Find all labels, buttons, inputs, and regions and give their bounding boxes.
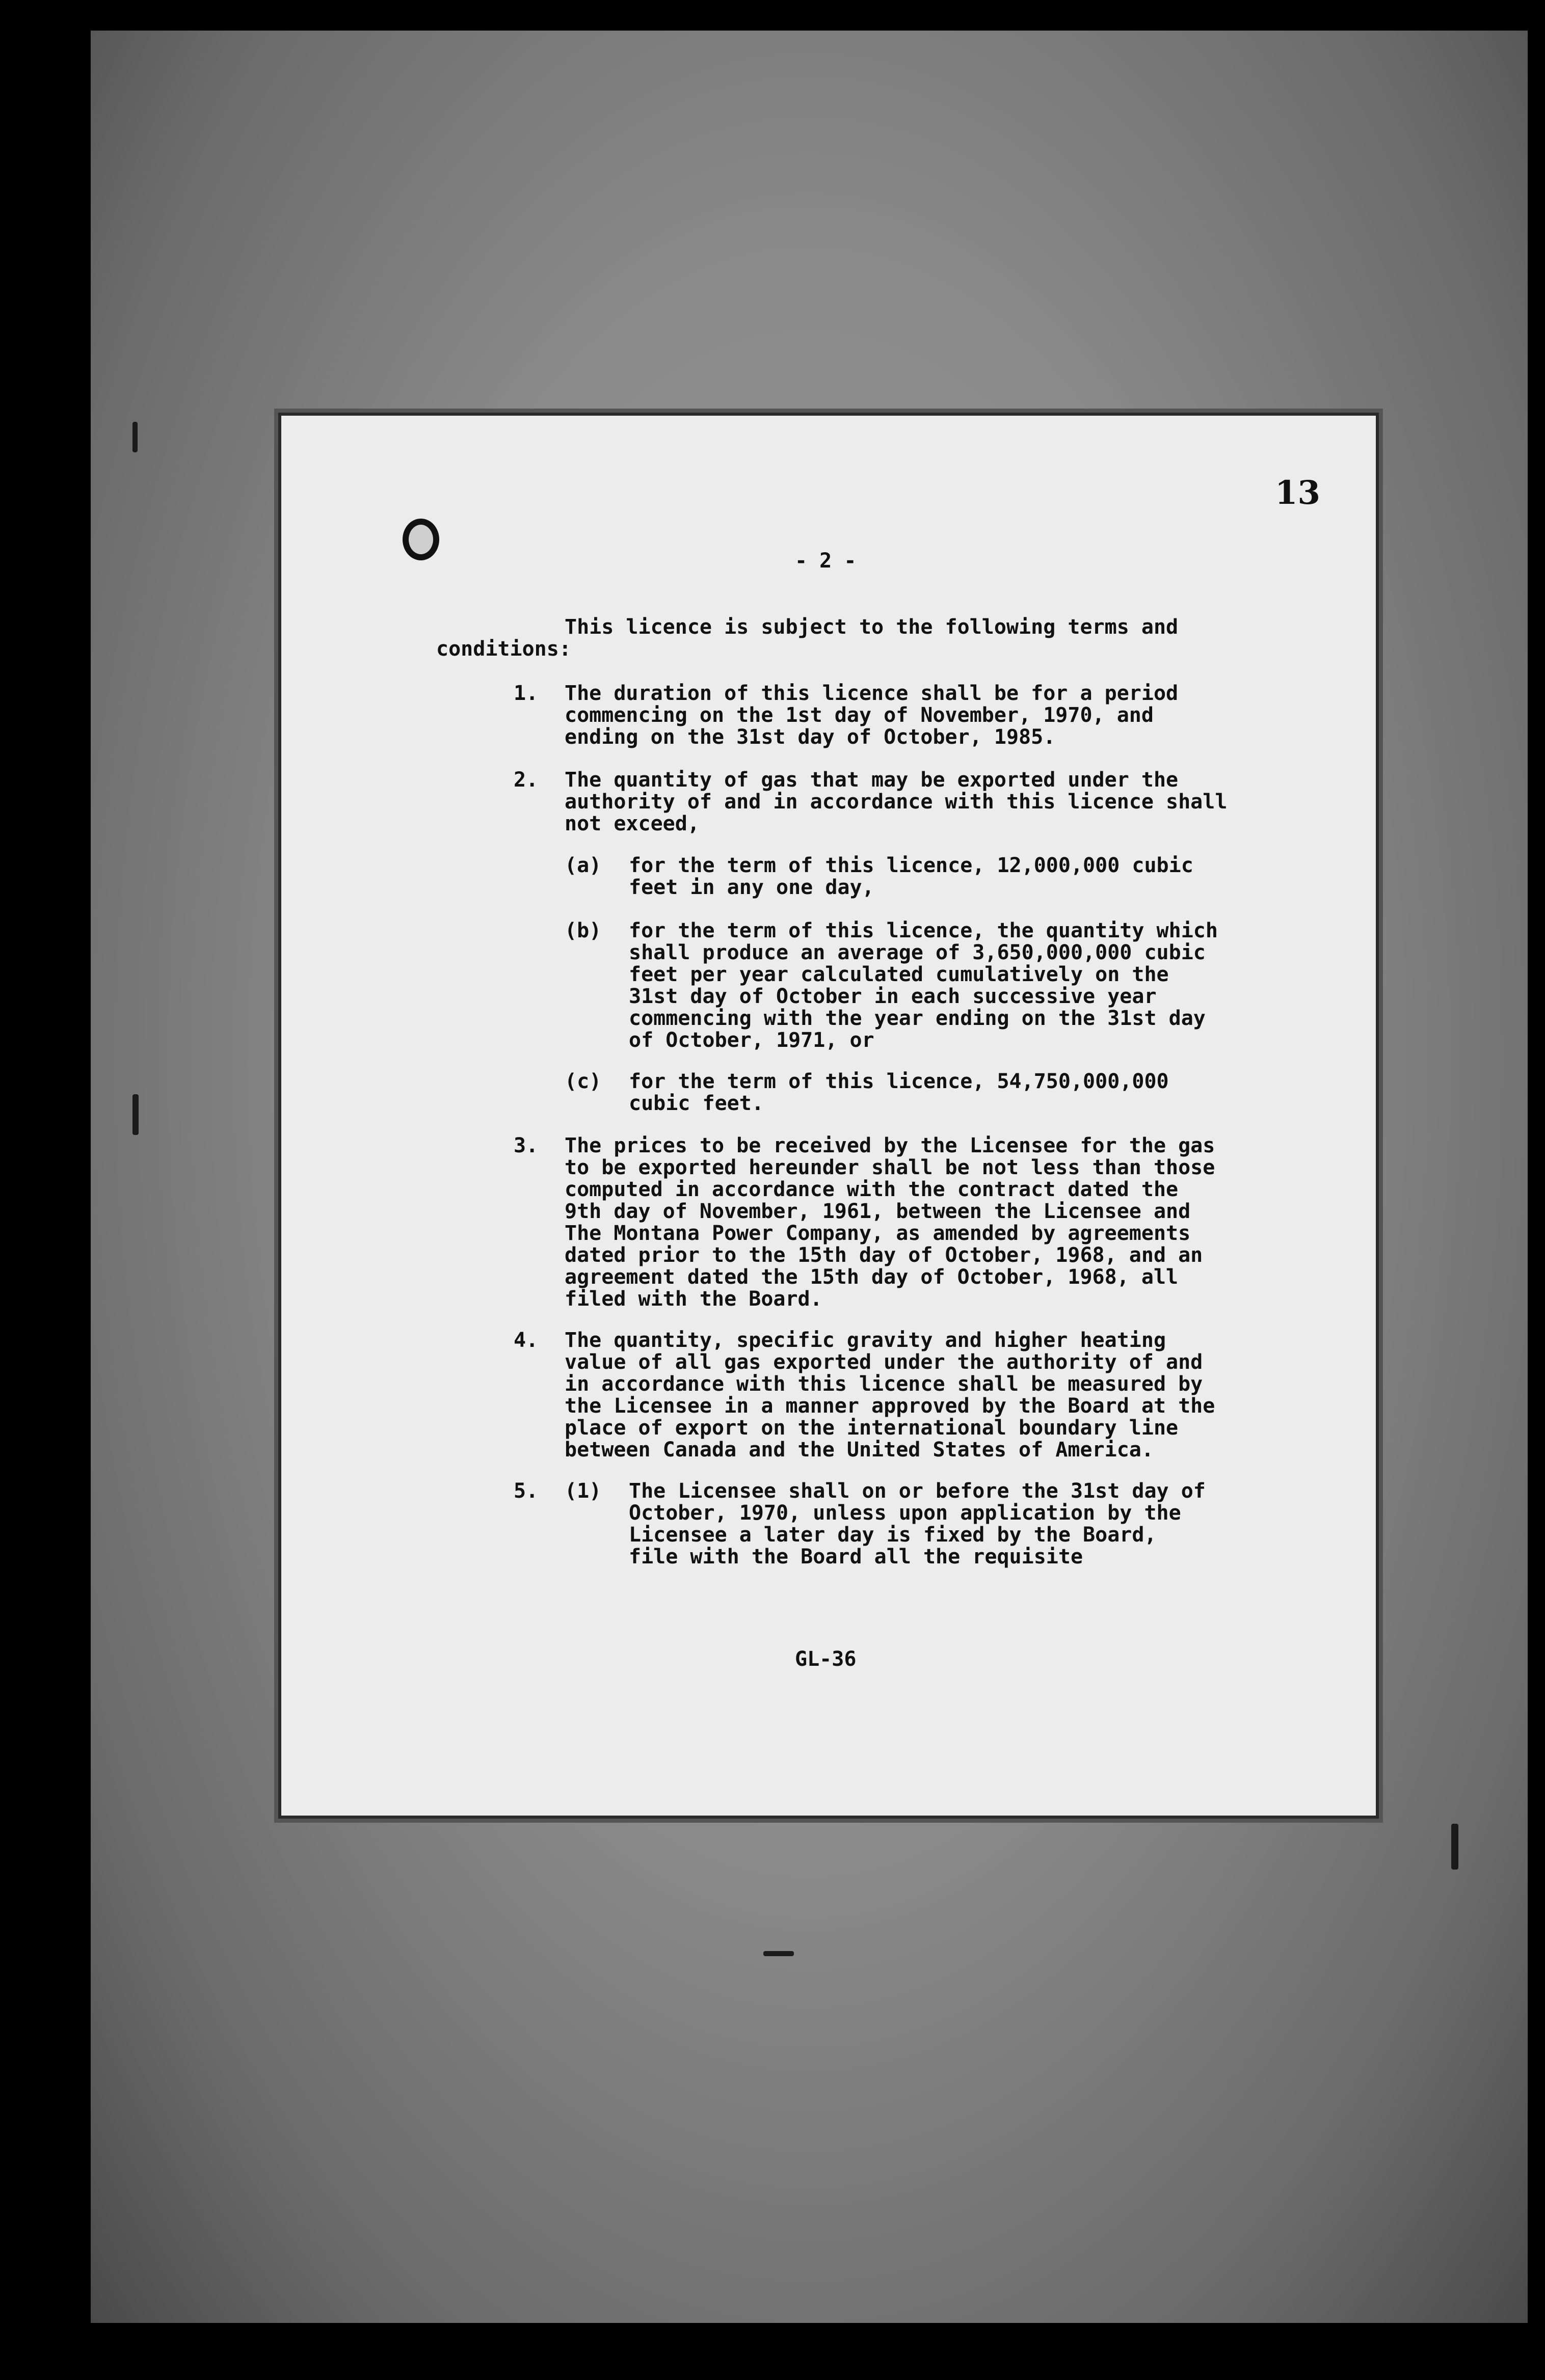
condition-line: The duration of this licence shall be for a period <box>565 682 1179 705</box>
subitem-line: for the term of this licence, 54,750,000,000 <box>629 1070 1169 1093</box>
subitem-label: (a) <box>565 854 602 877</box>
subitem-line: of October, 1971, or <box>629 1029 874 1052</box>
condition-line: commencing on the 1st day of November, 1970, and <box>565 704 1154 727</box>
condition-number: 3. <box>514 1134 539 1157</box>
condition-line: dated prior to the 15th day of October, 1968, and an <box>565 1243 1203 1267</box>
condition-line: file with the Board all the requisite <box>629 1545 1083 1568</box>
subitem-line: shall produce an average of 3,650,000,000 cubic <box>629 941 1206 964</box>
condition-line: October, 1970, unless upon application by the <box>629 1501 1181 1525</box>
page-number: - 2 - <box>795 549 857 573</box>
condition-line: ending on the 31st day of October, 1985. <box>565 725 1056 749</box>
film-mark <box>132 422 138 452</box>
punch-hole <box>403 519 439 560</box>
subitem-label: (c) <box>565 1070 602 1093</box>
film-mark <box>1451 1824 1458 1870</box>
condition-sublabel: (1) <box>565 1479 602 1503</box>
condition-line: The Montana Power Company, as amended by agreements <box>565 1222 1191 1245</box>
subitem-line: 31st day of October in each successive year <box>629 985 1157 1008</box>
condition-line: agreement dated the 15th day of October, 1968, all <box>565 1265 1179 1289</box>
condition-line: value of all gas exported under the authority of and <box>565 1350 1203 1374</box>
subitem-line: feet in any one day, <box>629 876 874 899</box>
condition-line: the Licensee in a manner approved by the Board at the <box>565 1394 1215 1418</box>
condition-line: between Canada and the United States of America. <box>565 1438 1154 1462</box>
condition-line: The prices to be received by the Licensee for the gas <box>565 1134 1215 1157</box>
condition-line: to be exported hereunder shall be not less than those <box>565 1156 1215 1179</box>
condition-number: 1. <box>514 682 539 705</box>
film-mark <box>132 1094 139 1135</box>
condition-line: computed in accordance with the contract dated the <box>565 1178 1179 1201</box>
condition-line: authority of and in accordance with this licence shall <box>565 790 1228 814</box>
intro-line: This licence is subject to the following terms and <box>565 615 1179 639</box>
subitem-line: commencing with the year ending on the 31st day <box>629 1007 1206 1030</box>
condition-line: 9th day of November, 1961, between the Licensee and <box>565 1200 1191 1223</box>
subitem-line: for the term of this licence, 12,000,000 cubic <box>629 854 1193 877</box>
condition-line: not exceed, <box>565 812 700 835</box>
condition-line: filed with the Board. <box>565 1287 822 1311</box>
condition-line: in accordance with this licence shall be measured by <box>565 1372 1203 1396</box>
condition-number: 2. <box>514 768 539 792</box>
condition-line: The Licensee shall on or before the 31st day of <box>629 1479 1206 1503</box>
subitem-label: (b) <box>565 919 602 942</box>
intro-line: conditions: <box>436 637 571 661</box>
condition-line: Licensee a later day is fixed by the Board, <box>629 1523 1157 1547</box>
subitem-line: cubic feet. <box>629 1092 764 1115</box>
subitem-line: feet per year calculated cumulatively on the <box>629 963 1169 986</box>
folio-number: 13 <box>1275 474 1321 512</box>
condition-number: 5. <box>514 1479 539 1503</box>
condition-number: 4. <box>514 1329 539 1352</box>
document-code: GL-36 <box>795 1647 857 1671</box>
condition-line: place of export on the international boundary line <box>565 1416 1179 1440</box>
subitem-line: for the term of this licence, the quantity which <box>629 919 1218 942</box>
condition-line: The quantity, specific gravity and higher heating <box>565 1329 1166 1352</box>
condition-line: The quantity of gas that may be exported under the <box>565 768 1179 792</box>
film-mark <box>763 1951 794 1956</box>
